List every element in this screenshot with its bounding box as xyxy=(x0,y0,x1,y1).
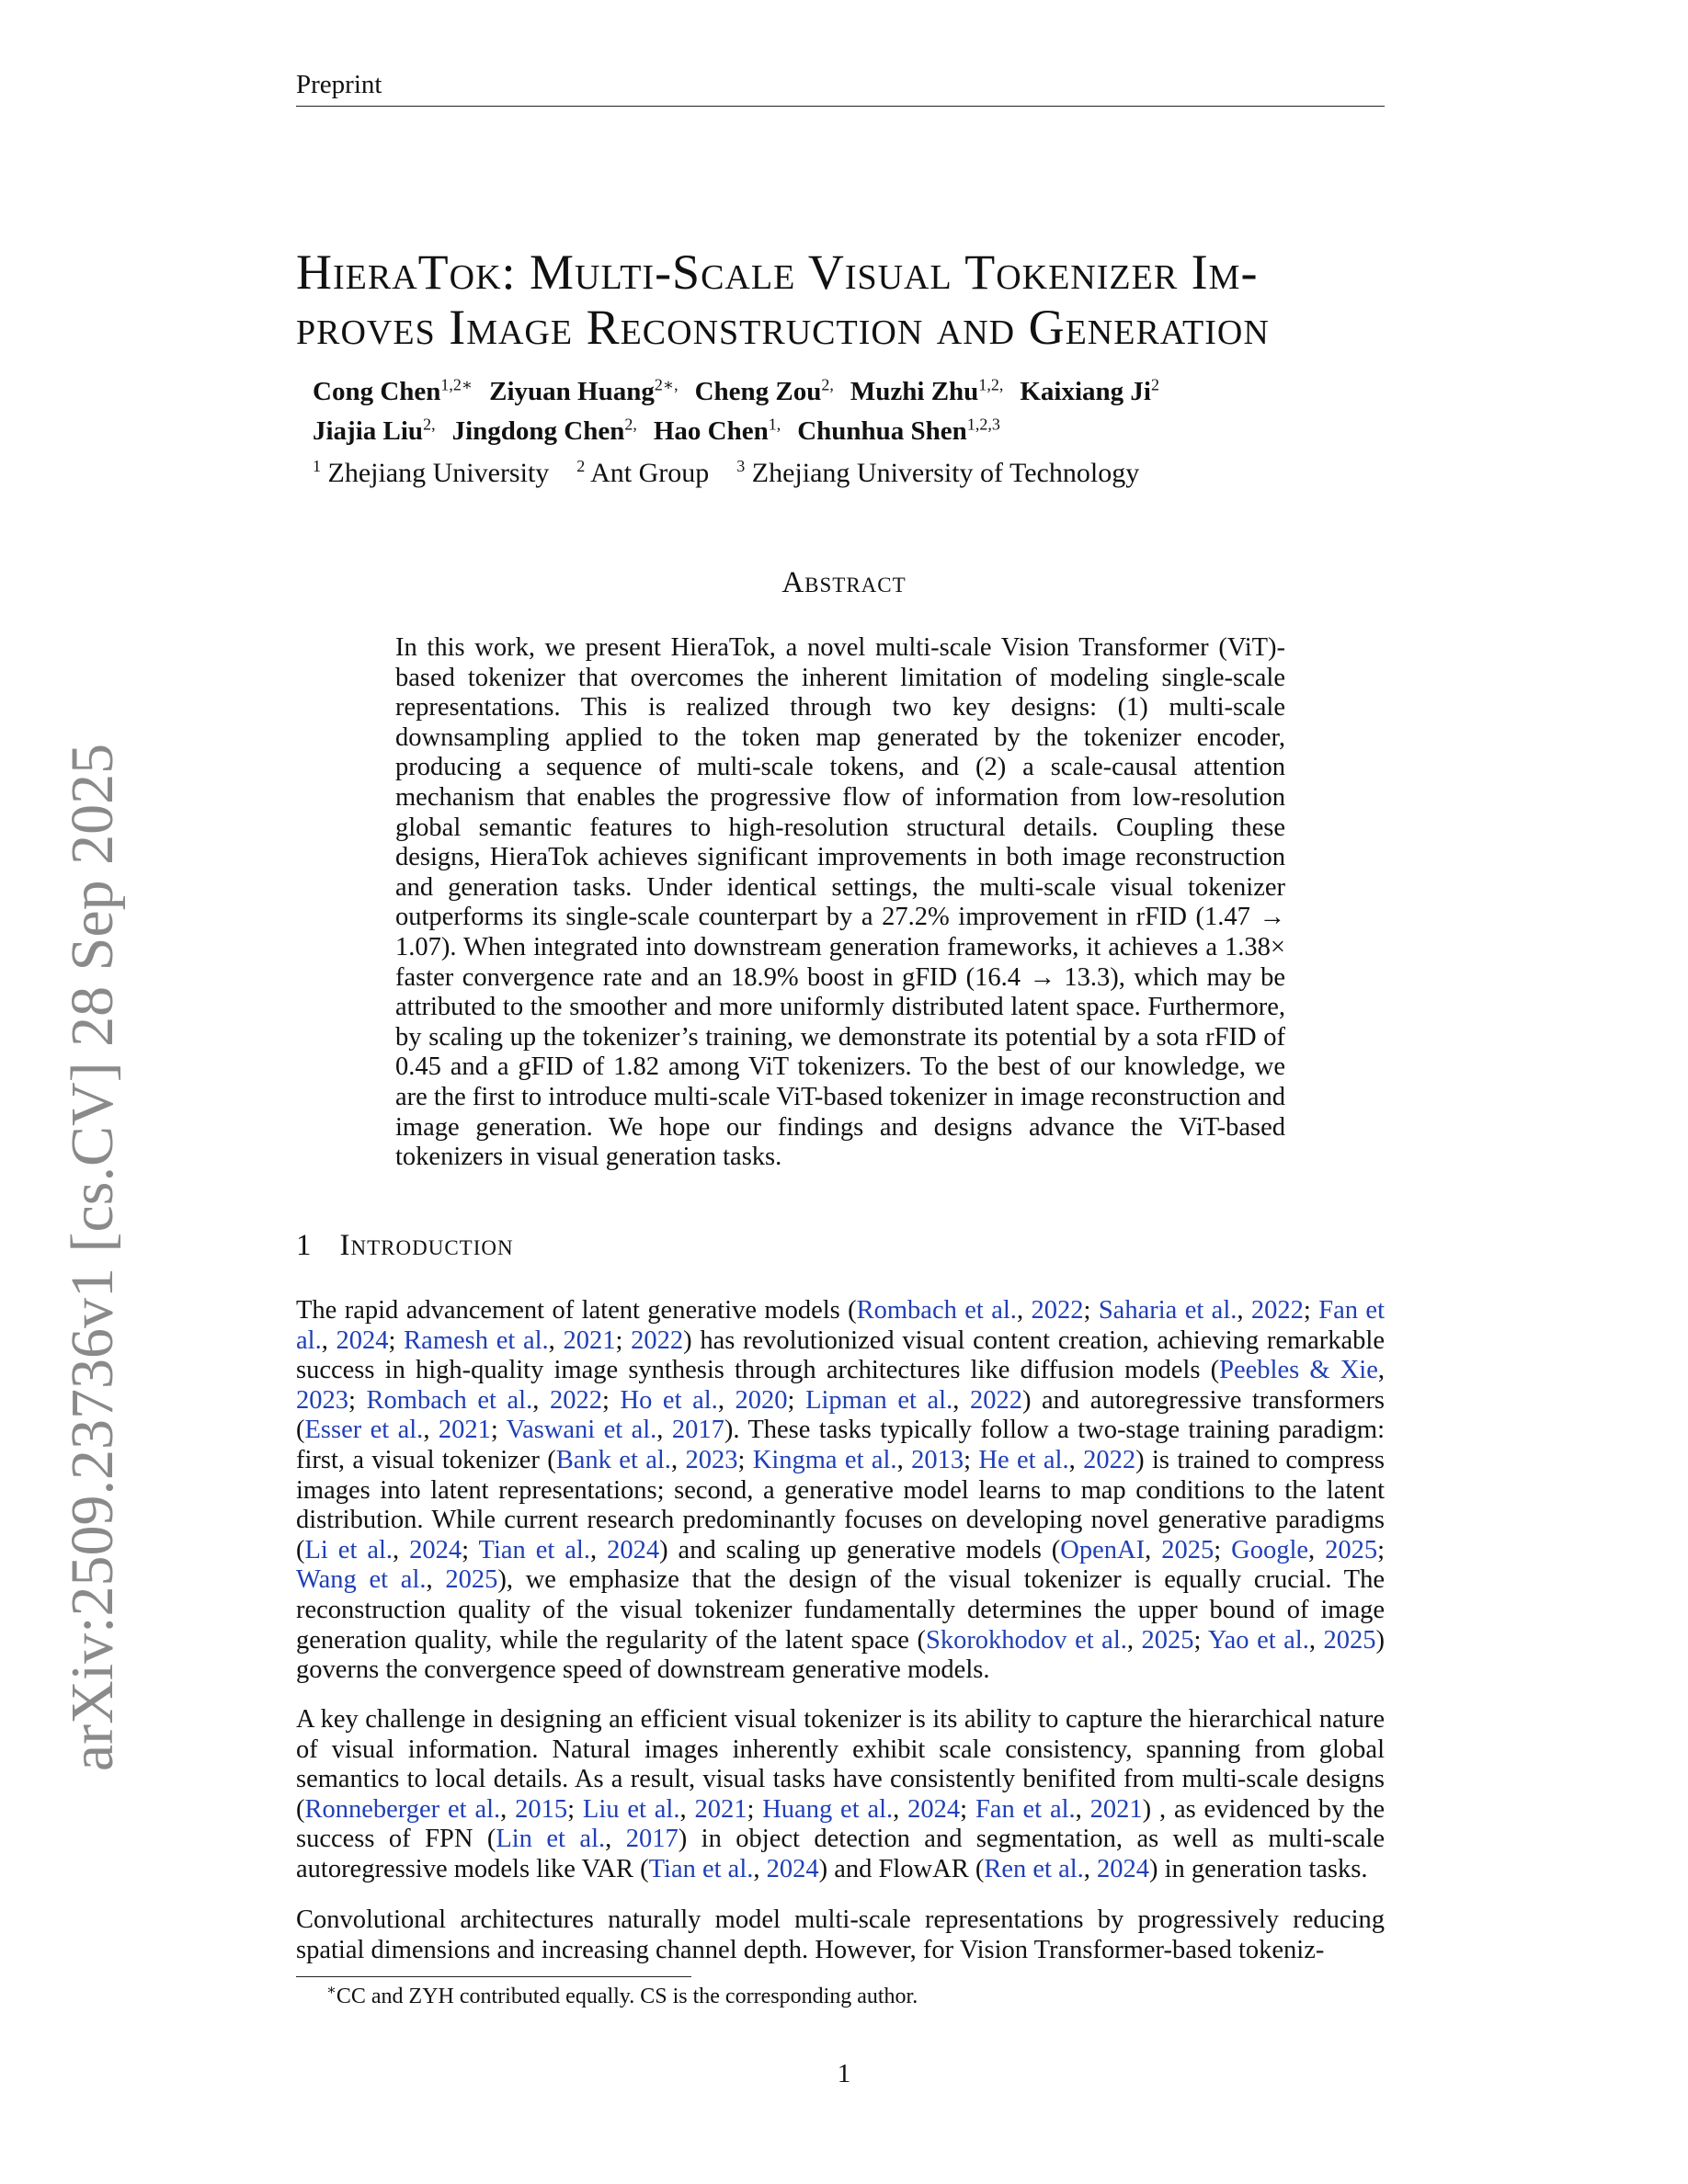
affiliation-name: Zhejiang University of Technology xyxy=(745,458,1140,488)
title-line-1: HieraTok: Multi-Scale Visual Tokenizer Im- xyxy=(296,245,1259,301)
paragraph-text: ; xyxy=(388,1325,405,1355)
author-affiliation-mark: 2, xyxy=(821,375,834,393)
paragraph-text: , xyxy=(589,1535,608,1564)
citation-link[interactable]: Fan et al. xyxy=(296,1296,1385,1355)
paragraph-text: ) has revolutionized visual content creation, achieving remarkable success in high-quality image synthesis through architectures like diffusion models ( xyxy=(296,1325,1385,1385)
page-number: 1 xyxy=(837,2059,851,2088)
affiliation-name: Zhejiang University xyxy=(321,458,550,488)
author-name: Kaixiang Ji xyxy=(1020,376,1151,406)
author xyxy=(1020,377,1159,406)
citation-link[interactable]: 2017 xyxy=(625,1825,679,1854)
title-line-2: proves Image Reconstruction and Generation xyxy=(296,300,1270,356)
author-affiliation-mark: 1, xyxy=(768,415,781,434)
author xyxy=(313,416,436,446)
section-number: 1 xyxy=(296,1229,313,1262)
author xyxy=(489,377,678,406)
citation-link[interactable]: 2022 xyxy=(1083,1445,1136,1474)
paragraph-text: , xyxy=(1237,1296,1251,1325)
paragraph-text: ; xyxy=(747,1794,763,1824)
footnote-text: CC and ZYH contributed equally. CS is the corresponding author. xyxy=(336,1985,918,2008)
paragraph-text: , xyxy=(670,1445,686,1474)
affiliation-number: 1 xyxy=(313,457,321,475)
intro-paragraph-1 xyxy=(296,1296,1385,1686)
affiliation-number: 2 xyxy=(576,457,586,475)
paragraph-text: , xyxy=(1308,1535,1326,1564)
citation-link[interactable]: Yao et al. xyxy=(1207,1625,1309,1655)
paragraph-text: , xyxy=(1016,1296,1032,1325)
paragraph-text: A key challenge in designing an efficient visual tokenizer is its ability to capture the hierarchical nature of visual information. Natural images inherently exhibit scale consistency, spanning from global semantics to local details. As a result, visual tasks have consistently benifited from multi-scale designs ( xyxy=(296,1705,1385,1824)
citation-link[interactable]: 2020 xyxy=(735,1385,788,1415)
citation-link[interactable]: Tian et al. xyxy=(648,1854,754,1883)
author-affiliation-mark: 2, xyxy=(423,415,436,434)
citation-link[interactable]: 2015 xyxy=(515,1794,568,1824)
citation-link[interactable]: Kingma et al. xyxy=(752,1445,897,1474)
paragraph-text: , xyxy=(1145,1535,1162,1564)
citation-link[interactable]: 2025 xyxy=(1161,1535,1215,1564)
author xyxy=(797,416,1000,446)
author-name: Jiajia Liu xyxy=(313,416,424,447)
author-affiliation-mark: 1,2, xyxy=(978,375,1004,393)
paragraph-text: , xyxy=(321,1325,336,1355)
citation-link[interactable]: 2024 xyxy=(766,1854,819,1883)
citation-link[interactable]: Ramesh et al. xyxy=(404,1325,549,1355)
affiliation xyxy=(736,458,1139,488)
paragraph-text: ; xyxy=(567,1794,583,1824)
author-name: Cheng Zou xyxy=(694,376,822,406)
paragraph-text: , xyxy=(393,1535,410,1564)
paragraph-text: , xyxy=(500,1794,516,1824)
author-name: Jingdong Chen xyxy=(451,416,625,447)
citation-link[interactable]: Rombach et al. xyxy=(856,1296,1017,1325)
citation-link[interactable]: Wang et al. xyxy=(296,1565,427,1595)
paragraph-text: ; xyxy=(1303,1296,1319,1325)
paragraph-text: , xyxy=(423,1416,439,1445)
author-list xyxy=(313,368,1370,448)
citation-link[interactable]: Liu et al. xyxy=(582,1794,680,1824)
paragraph-text: , xyxy=(1075,1794,1090,1824)
citation-link[interactable]: 2022 xyxy=(549,1385,602,1415)
paragraph-text: , xyxy=(1126,1625,1142,1655)
paragraph-text: ) , as evidenced by the success of FPN ( xyxy=(296,1794,1386,1854)
citation-link[interactable]: 2024 xyxy=(607,1535,660,1564)
citation-link[interactable]: Peebles & Xie xyxy=(1219,1356,1378,1385)
author xyxy=(654,416,781,446)
abstract-heading: Abstract xyxy=(781,566,907,599)
section-title: Introduction xyxy=(339,1229,514,1262)
citation-link[interactable]: 2022 xyxy=(1250,1296,1304,1325)
paragraph-text: , xyxy=(656,1416,672,1445)
paragraph-text: , xyxy=(605,1825,626,1854)
citation-link[interactable]: 2024 xyxy=(907,1794,961,1824)
citation-link[interactable]: 2022 xyxy=(631,1325,684,1355)
citation-link[interactable]: Lin et al. xyxy=(496,1825,606,1854)
paper-title xyxy=(296,245,1385,355)
paragraph-text: , xyxy=(1068,1445,1084,1474)
paragraph-text: , xyxy=(548,1325,564,1355)
paragraph-text: , xyxy=(753,1854,767,1883)
citation-link[interactable]: Bank et al. xyxy=(555,1445,671,1474)
running-header: Preprint xyxy=(296,70,1385,107)
citation-link[interactable]: Ren et al. xyxy=(984,1854,1084,1883)
affiliation xyxy=(313,458,549,488)
abstract-body: In this work, we present HieraTok, a novel multi-scale Vision Transformer (ViT)-based tokenizer that overcomes the inherent limitation of modeling single-scale representations. This is realized through two key designs: (1) multi-scale downsampling applied to the token map generated by the tokenizer encoder, producing a sequence of multi-scale tokens, and (2) a scale-causal attention mechanism that enables the progressive flow of information from low-resolution global semantic features to high-resolution structural details. Coupling these designs, HieraTok achieves significant improvements in both image reconstruction and generation tasks. Under identical settings, the multi-scale visual tokenizer outperforms its single-scale counterpart by a 27.2% improvement in rFID (1.47 → 1.07). When integrated into downstream generation frameworks, it achieves a 1.38× faster convergence rate and an 18.9% boost in gFID (16.4 → 13.3), which may be attributed to the smoother and more uniformly distributed latent space. Furthermore, by scaling up the tokenizer’s training, we demonstrate its potential by a sota rFID of 0.45 and a gFID of 1.82 among ViT tokenizers. To the best of our knowledge, we are the first to introduce multi-scale ViT-based tokenizer in image reconstruction and image generation. We hope our findings and designs advance the ViT-based tokenizers in visual generation tasks. xyxy=(395,633,1285,1172)
citation-link[interactable]: Esser et al. xyxy=(304,1416,424,1445)
author xyxy=(695,377,834,406)
affiliation-list xyxy=(313,457,1167,489)
paragraph-text: ) governs the convergence speed of downstream generative models. xyxy=(296,1625,1386,1685)
citation-link[interactable]: 2023 xyxy=(685,1445,738,1474)
citation-link[interactable]: Huang et al. xyxy=(762,1794,894,1824)
paragraph-text: ; xyxy=(964,1445,979,1474)
paragraph-text: ). These tasks typically follow a two-stage training paradigm: first, a visual tokenizer ( xyxy=(296,1416,1385,1474)
paragraph-text: , xyxy=(717,1385,736,1415)
intro-paragraph-2 xyxy=(296,1705,1385,1885)
paragraph-text: ; xyxy=(1193,1625,1208,1655)
paragraph-text: ; xyxy=(1214,1535,1232,1564)
author-affiliation-mark: 2∗, xyxy=(654,375,679,393)
paragraph-text: ) in object detection and segmentation, as well as multi-scale autoregressive models like VAR ( xyxy=(296,1825,1385,1883)
citation-link[interactable]: Fan et al. xyxy=(975,1794,1076,1824)
arxiv-identifier[interactable]: arXiv:2509.23736v1 [cs.CV] 28 Sep 2025 xyxy=(59,743,126,1772)
citation-link[interactable]: He et al. xyxy=(978,1445,1069,1474)
citation-link[interactable]: 2022 xyxy=(969,1385,1022,1415)
citation-link[interactable]: 2025 xyxy=(1141,1625,1194,1655)
citation-link[interactable]: Ho et al. xyxy=(620,1385,718,1415)
author-line-1 xyxy=(313,368,1370,408)
paragraph-text: ) is trained to compress images into latent representations; second, a generative model learns to map conditions to the latent distribution. While current research predominantly focuses on developing novel generative paradigms ( xyxy=(296,1445,1386,1564)
citation-link[interactable]: OpenAI xyxy=(1060,1535,1146,1564)
citation-link[interactable]: Vaswani et al. xyxy=(506,1416,657,1445)
paragraph-text: , xyxy=(952,1385,970,1415)
affiliation-name: Ant Group xyxy=(585,458,710,488)
paragraph-text: The rapid advancement of latent generative models ( xyxy=(296,1296,857,1325)
paragraph-text: Convolutional architectures naturally model multi-scale representations by progressively reducing spatial dimensions and increasing channel depth. However, for Vision Transformer-based tokeniz- xyxy=(296,1905,1385,1964)
citation-link[interactable]: 2021 xyxy=(694,1794,747,1824)
author-name: Hao Chen xyxy=(653,416,769,447)
author xyxy=(313,377,473,406)
paragraph-text: ; xyxy=(490,1416,507,1445)
author-name: Cong Chen xyxy=(313,376,441,406)
citation-link[interactable]: 2025 xyxy=(445,1565,498,1595)
citation-link[interactable]: 2024 xyxy=(336,1325,389,1355)
author-name: Chunhua Shen xyxy=(797,416,967,447)
paragraph-text: , xyxy=(532,1385,550,1415)
citation-link[interactable]: 2021 xyxy=(1089,1794,1143,1824)
author-line-2 xyxy=(313,408,1370,449)
affiliation xyxy=(576,458,709,488)
citation-link[interactable]: 2024 xyxy=(409,1535,462,1564)
citation-link[interactable]: Li et al. xyxy=(304,1535,393,1564)
footnote-mark: ∗ xyxy=(326,1983,336,1998)
citation-link[interactable]: 2013 xyxy=(911,1445,964,1474)
footnote xyxy=(326,1981,918,2009)
paragraph-text: ), we emphasize that the design of the visual tokenizer is equally crucial. The reconstruction quality of the visual tokenizer fundamentally determines the upper bound of image generation quality, while the regularity of the latent space ( xyxy=(296,1565,1385,1655)
paragraph-text: ) in generation tasks. xyxy=(1149,1854,1368,1883)
citation-link[interactable]: 2021 xyxy=(438,1416,491,1445)
citation-link[interactable]: Google xyxy=(1231,1535,1309,1564)
paragraph-text: , xyxy=(1308,1625,1324,1655)
citation-link[interactable]: Ronneberger et al. xyxy=(304,1794,501,1824)
paragraph-text: , xyxy=(679,1794,695,1824)
citation-link[interactable]: 2021 xyxy=(563,1325,616,1355)
citation-link[interactable]: 2025 xyxy=(1325,1535,1378,1564)
paragraph-text: ; xyxy=(737,1445,753,1474)
author-affiliation-mark: 2, xyxy=(624,415,637,434)
citation-link[interactable]: 2022 xyxy=(1031,1296,1084,1325)
citation-link[interactable]: 2024 xyxy=(1097,1854,1150,1883)
affiliation-number: 3 xyxy=(736,457,746,475)
paragraph-text: ; xyxy=(960,1794,975,1824)
paragraph-text: ; xyxy=(601,1385,621,1415)
footnote-rule xyxy=(296,1976,691,1977)
citation-link[interactable]: Skorokhodov et al. xyxy=(925,1625,1127,1655)
citation-link[interactable]: Lipman et al. xyxy=(805,1385,953,1415)
author-affiliation-mark: 1,2∗ xyxy=(440,375,473,393)
paragraph-text: , xyxy=(896,1445,912,1474)
paragraph-text: , xyxy=(1083,1854,1098,1883)
author xyxy=(452,416,637,446)
section-heading-introduction xyxy=(296,1229,514,1263)
paragraph-text: ) and FlowAR ( xyxy=(818,1854,985,1883)
intro-paragraph-3 xyxy=(296,1905,1385,1965)
paragraph-text: ; xyxy=(462,1535,479,1564)
author-name: Muzhi Zhu xyxy=(850,376,979,406)
paragraph-text: ) and autoregressive transformers ( xyxy=(296,1385,1386,1445)
citation-link[interactable]: 2025 xyxy=(1323,1625,1376,1655)
author-affiliation-mark: 1,2,3 xyxy=(966,415,1000,434)
paragraph-text: ; xyxy=(1083,1296,1099,1325)
paragraph-text: ; xyxy=(787,1385,806,1415)
paragraph-text: ; xyxy=(1377,1535,1386,1564)
citation-link[interactable]: 2023 xyxy=(296,1385,348,1415)
paragraph-text: , xyxy=(426,1565,446,1595)
citation-link[interactable]: Saharia et al. xyxy=(1098,1296,1237,1325)
author xyxy=(850,377,1003,406)
paragraph-text: ; xyxy=(615,1325,632,1355)
paragraph-text: , xyxy=(1377,1356,1385,1385)
paragraph-text: ; xyxy=(348,1385,367,1415)
author-name: Ziyuan Huang xyxy=(489,376,655,406)
citation-link[interactable]: Tian et al. xyxy=(478,1535,590,1564)
paragraph-text: , xyxy=(893,1794,908,1824)
paragraph-text: ) and scaling up generative models ( xyxy=(659,1535,1061,1564)
author-affiliation-mark: 2 xyxy=(1150,375,1159,393)
citation-link[interactable]: Rombach et al. xyxy=(366,1385,533,1415)
citation-link[interactable]: 2017 xyxy=(671,1416,724,1445)
